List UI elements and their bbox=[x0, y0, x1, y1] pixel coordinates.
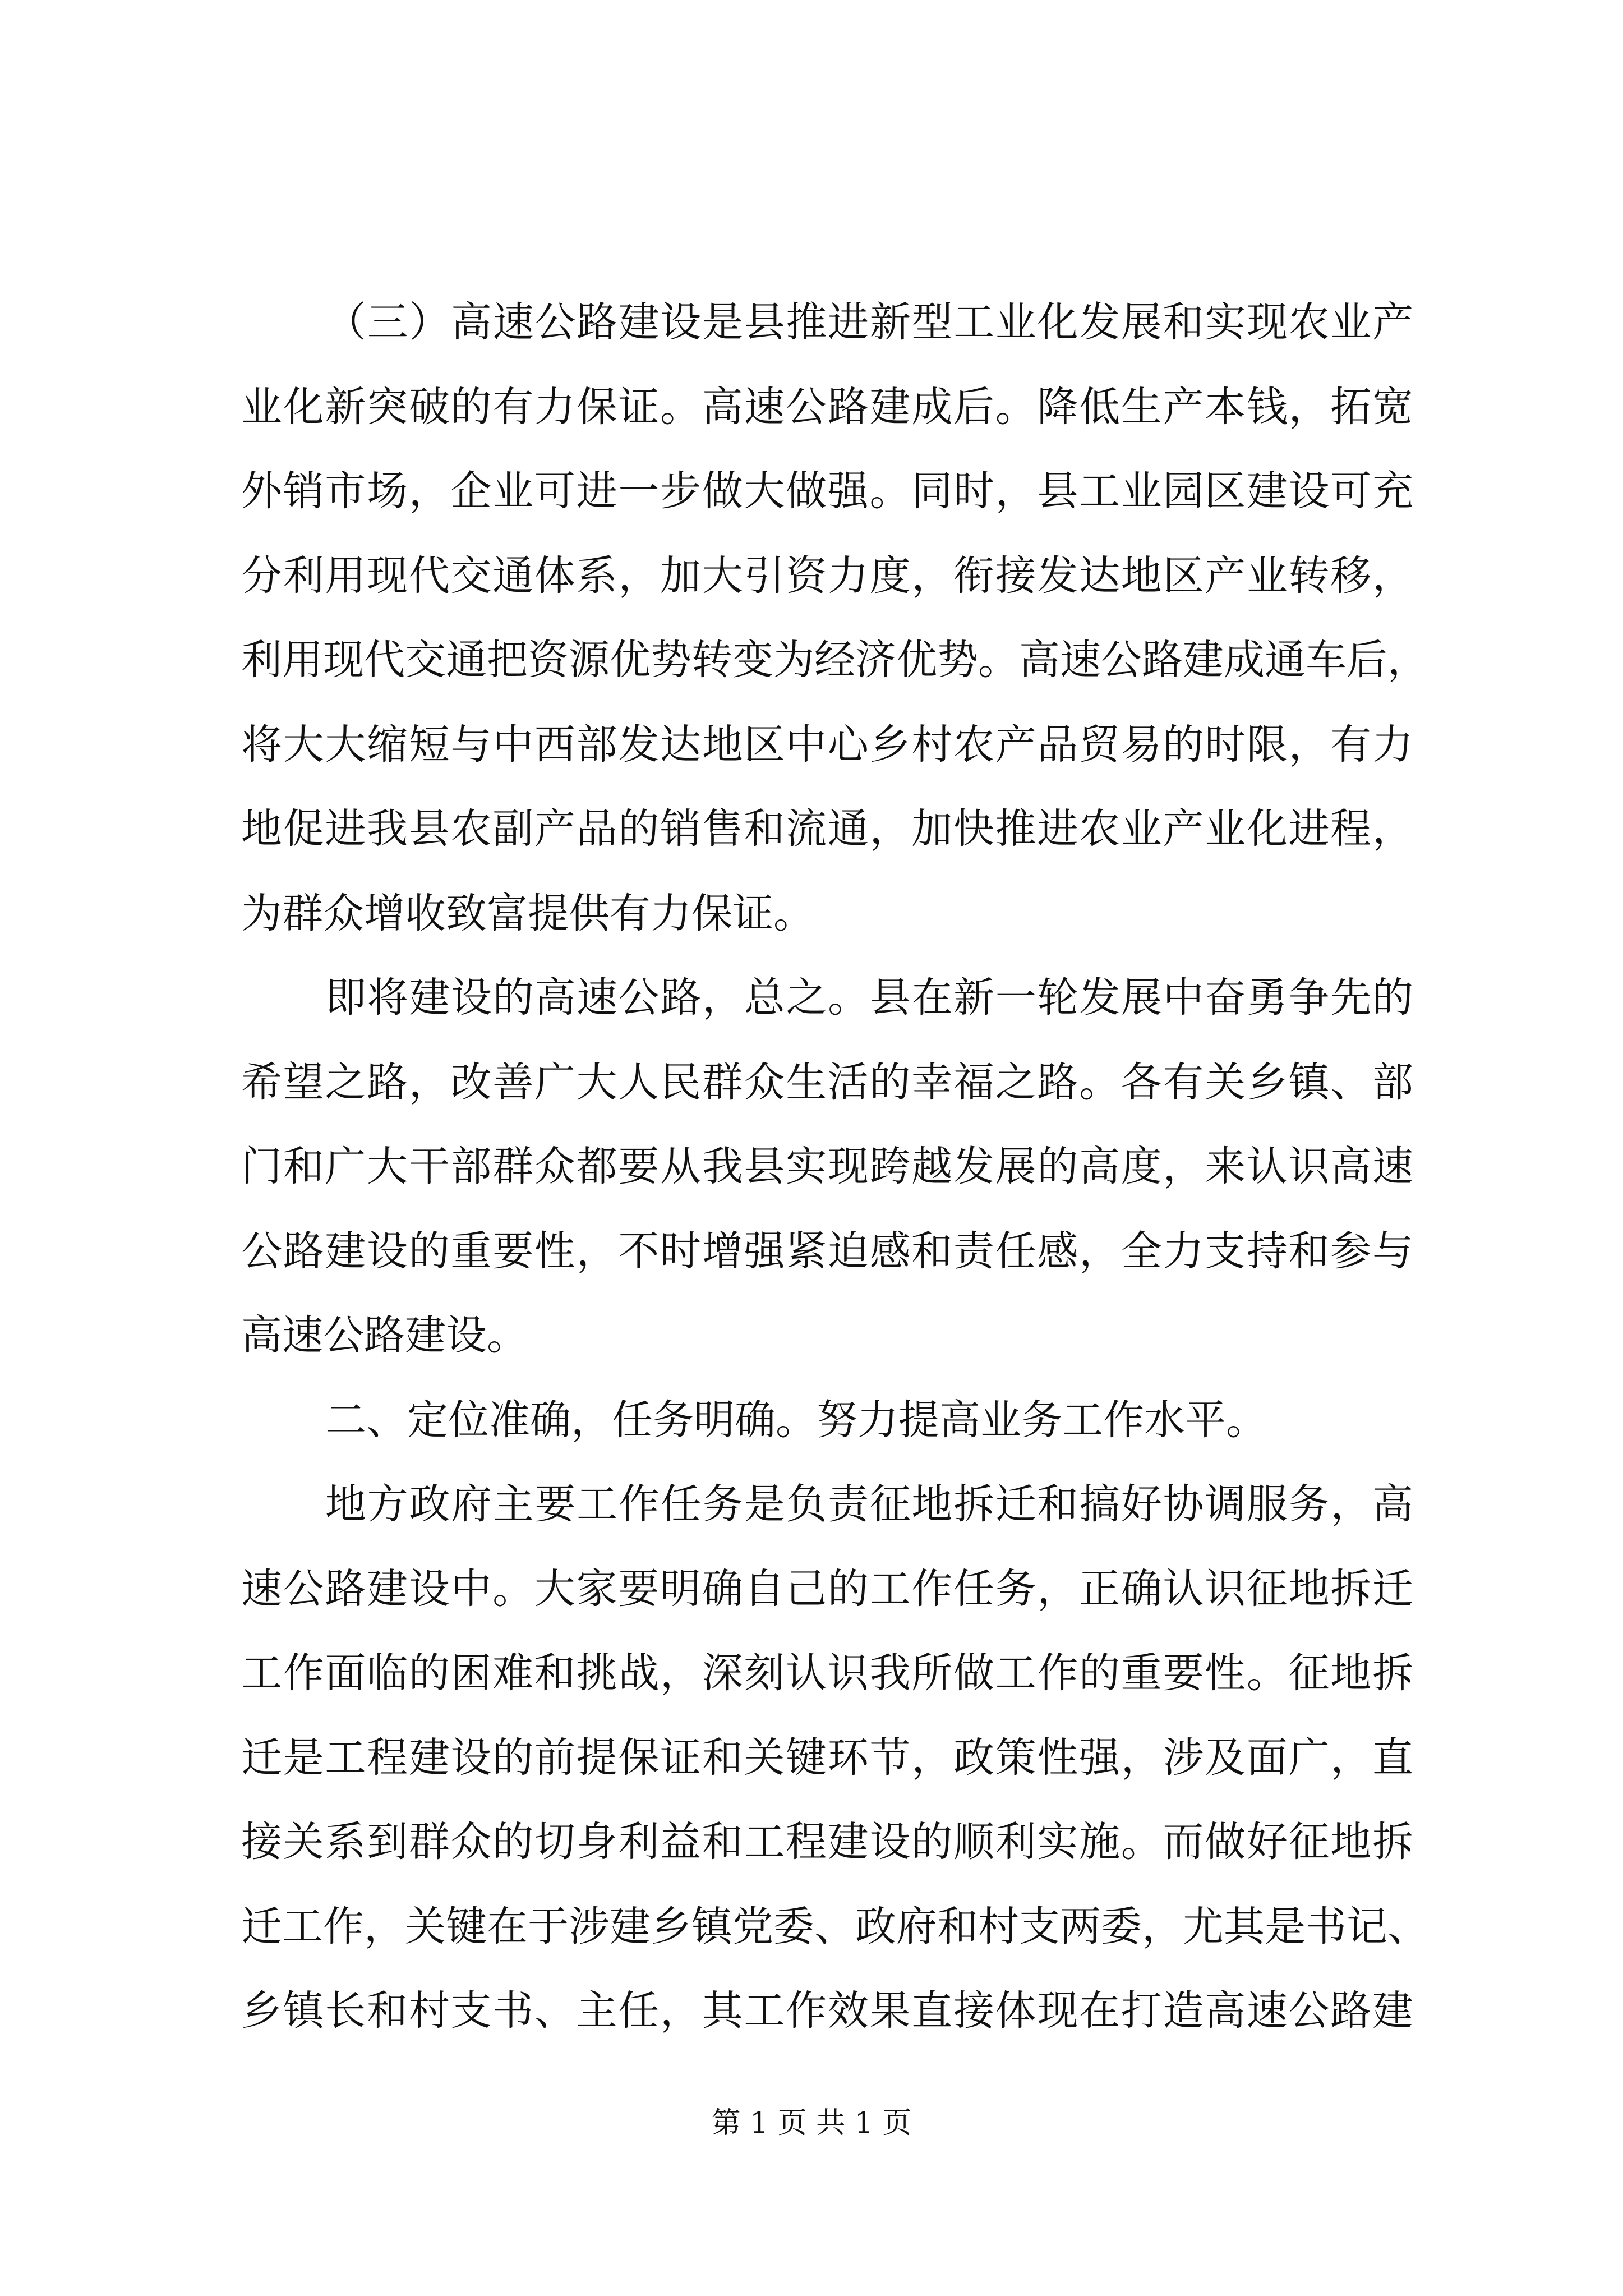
text-line: 接关系到群众的切身利益和工程建设的顺利实施。而做好征地拆 bbox=[241, 1818, 1413, 1866]
text-line: 迁是工程建设的前提保证和关键环节，政策性强，涉及面广，直 bbox=[241, 1733, 1413, 1782]
text-line: 地方政府主要工作任务是负责征地拆迁和搞好协调服务，高 bbox=[325, 1480, 1413, 1528]
text-line: 外销市场，企业可进一步做大做强。同时，县工业园区建设可充 bbox=[241, 467, 1413, 515]
text-line: 利用现代交通把资源优势转变为经济优势。高速公路建成通车后， bbox=[241, 636, 1428, 684]
text-line: （三）高速公路建设是县推进新型工业化发展和实现农业产 bbox=[325, 298, 1413, 346]
text-line: 门和广大干部群众都要从我县实现跨越发展的高度，来认识高速 bbox=[241, 1143, 1413, 1190]
text-line: 速公路建设中。大家要明确自己的工作任务，正确认识征地拆迁 bbox=[241, 1565, 1413, 1613]
text-line: 工作面临的困难和挑战，深刻认识我所做工作的重要性。征地拆 bbox=[241, 1649, 1413, 1697]
text-line: 迁工作，关键在于涉建乡镇党委、政府和村支两委，尤其是书记、 bbox=[241, 1902, 1428, 1950]
text-line: 希望之路，改善广大人民群众生活的幸福之路。各有关乡镇、部 bbox=[241, 1058, 1413, 1106]
text-line: 分利用现代交通体系，加大引资力度，衔接发达地区产业转移， bbox=[241, 551, 1413, 600]
text-line: 公路建设的重要性，不时增强紧迫感和责任感，全力支持和参与 bbox=[241, 1227, 1413, 1275]
text-line: 将大大缩短与中西部发达地区中心乡村农产品贸易的时限，有力 bbox=[241, 720, 1413, 769]
text-line: 乡镇长和村支书、主任，其工作效果直接体现在打造高速公路建 bbox=[241, 1987, 1413, 2035]
text-line: 高速公路建设。 bbox=[241, 1312, 528, 1359]
text-line: 业化新突破的有力保证。高速公路建成后。降低生产本钱，拓宽 bbox=[241, 383, 1413, 431]
text-line: 二、定位准确，任务明确。努力提高业务工作水平。 bbox=[325, 1396, 1267, 1444]
text-line: 为群众增收致富提供有力保证。 bbox=[241, 889, 814, 937]
text-line: 即将建设的高速公路，总之。县在新一轮发展中奋勇争先的 bbox=[325, 974, 1413, 1022]
text-line: 地促进我县农副产品的销售和流通，加快推进农业产业化进程， bbox=[241, 805, 1413, 853]
page-footer: 第 1 页 共 1 页 bbox=[711, 2106, 912, 2140]
